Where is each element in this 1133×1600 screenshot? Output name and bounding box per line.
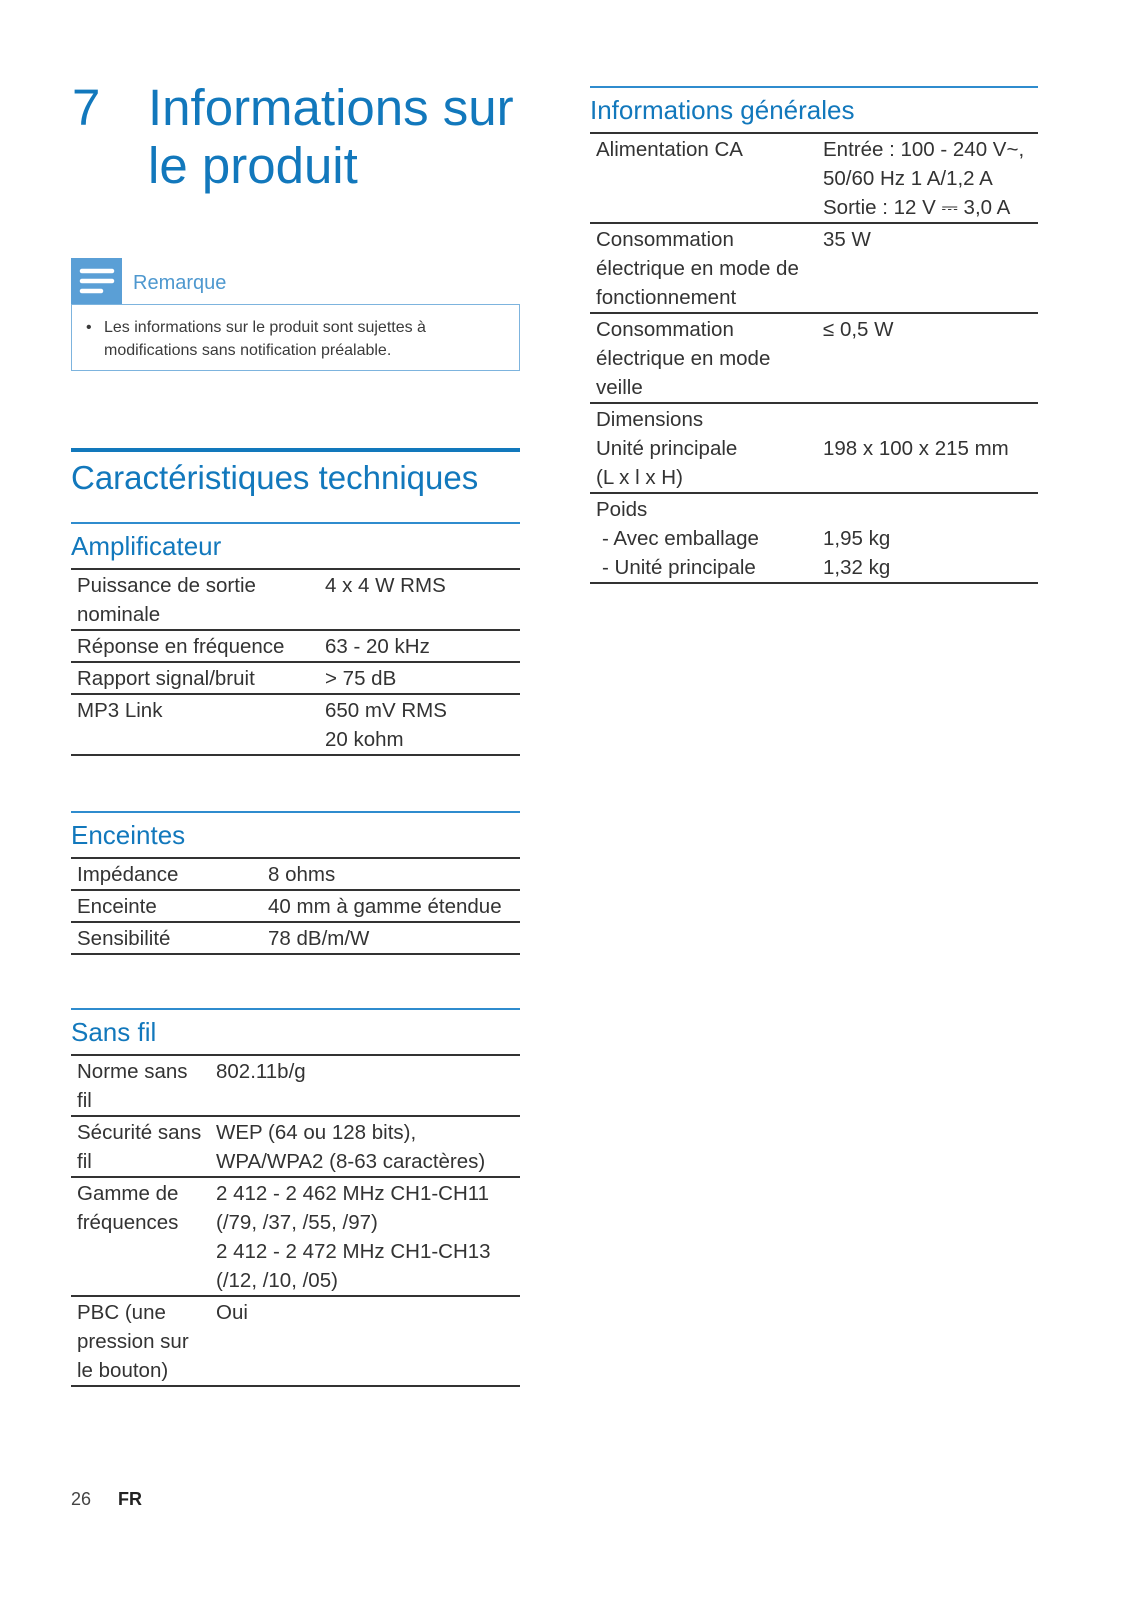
spec-label-cell <box>590 134 823 224</box>
spec-label-cell <box>71 891 268 923</box>
spec-value: 650 mV RMS 20 kohm <box>325 699 447 751</box>
spec-row-group <box>590 494 1038 584</box>
language-code: FR <box>118 1489 142 1509</box>
spec-label: Impédance <box>77 863 179 886</box>
spec-section-amplifier <box>71 522 520 756</box>
spec-value-cell <box>216 1056 520 1117</box>
spec-label-cell <box>71 859 268 891</box>
spec-value-cell <box>216 1178 520 1297</box>
spec-table-general <box>590 132 1038 584</box>
spec-row <box>71 570 520 631</box>
spec-label: - Avec emballage <box>602 527 759 550</box>
line-spacer <box>823 495 1038 524</box>
note-bullet-item: • Les informations sur le produit sont sujettes à modifications sans notification préalable. <box>104 316 444 362</box>
spec-value-cell <box>823 134 1038 224</box>
spec-label: Puissance de sortie nominale <box>77 574 256 626</box>
spec-value-cell <box>325 631 520 663</box>
spec-value: 1,95 kg <box>823 527 891 550</box>
chapter-title-text: Informations sur le produit <box>148 79 514 194</box>
note-label: Remarque <box>133 272 227 294</box>
spec-label: - Unité principale <box>602 556 756 579</box>
spec-label-cell <box>71 1056 216 1117</box>
chapter-number: 7 <box>72 79 101 136</box>
spec-table-speakers <box>71 857 520 955</box>
spec-value-cell <box>268 891 520 923</box>
spec-row-group <box>590 404 1038 494</box>
subsection-heading-general: Informations générales <box>590 95 855 125</box>
spec-value: 63 - 20 kHz <box>325 635 430 658</box>
spec-value: 8 ohms <box>268 863 336 886</box>
spec-value: 198 x 100 x 215 mm <box>823 437 1009 460</box>
spec-label-cell <box>71 1117 216 1178</box>
spec-value: Entrée : 100 - 240 V~, 50/60 Hz 1 A/1,2 A Sortie : 12 V ⎓ 3,0 A <box>823 138 1025 219</box>
spec-label-cell <box>71 663 325 695</box>
spec-row <box>71 631 520 663</box>
spec-label: Enceinte <box>77 895 157 918</box>
spec-value-cell <box>823 404 1038 494</box>
spec-label: Consommation électrique en mode de fonctionnement <box>596 228 799 309</box>
note-icon <box>71 258 122 304</box>
spec-row <box>71 1117 520 1178</box>
spec-value-cell <box>216 1117 520 1178</box>
spec-label: Norme sans fil <box>77 1060 188 1112</box>
spec-label: PBC (une pression sur le bouton) <box>77 1301 189 1382</box>
spec-label: Unité principale (L x l x H) <box>596 437 738 489</box>
spec-section-speakers <box>71 811 520 955</box>
spec-label-cell <box>71 570 325 631</box>
spec-label-cell <box>71 695 325 756</box>
spec-section-general <box>590 86 1038 584</box>
spec-row <box>71 923 520 955</box>
spec-label: Rapport signal/bruit <box>77 667 255 690</box>
spec-table-amplifier <box>71 568 520 756</box>
spec-row <box>71 663 520 695</box>
spec-value: 35 W <box>823 228 871 251</box>
section-divider-bar <box>71 448 520 452</box>
page-footer <box>71 1488 142 1510</box>
subsection-heading-amplifier: Amplificateur <box>71 531 222 561</box>
spec-label: MP3 Link <box>77 699 163 722</box>
note-box <box>71 304 520 371</box>
spec-value-cell <box>268 859 520 891</box>
page-number: 26 <box>71 1489 92 1509</box>
spec-label-cell <box>71 923 268 955</box>
spec-value-cell <box>823 224 1038 314</box>
spec-value-cell <box>216 1297 520 1387</box>
subsection-heading-wireless: Sans fil <box>71 1017 157 1047</box>
spec-label-cell <box>71 1297 216 1387</box>
spec-value-cell <box>325 695 520 756</box>
spec-value-cell <box>325 570 520 631</box>
spec-value: 802.11b/g <box>216 1060 306 1083</box>
spec-value-cell <box>268 923 520 955</box>
spec-group-label: Dimensions <box>596 408 704 431</box>
spec-label-cell <box>590 404 823 494</box>
spec-label: Réponse en fréquence <box>77 635 285 658</box>
spec-section-wireless <box>71 1008 520 1387</box>
spec-value: 1,32 kg <box>823 556 891 579</box>
spec-group-label: Poids <box>596 498 648 521</box>
spec-value: 2 412 - 2 462 MHz CH1-CH11 (/79, /37, /55, /97) 2 412 - 2 472 MHz CH1-CH13 (/12, /10, /05) <box>216 1182 491 1292</box>
spec-value-cell <box>823 314 1038 404</box>
spec-value: Oui <box>216 1301 248 1324</box>
spec-value: WEP (64 ou 128 bits), WPA/WPA2 (8-63 caractères) <box>216 1121 486 1173</box>
spec-table-wireless <box>71 1054 520 1387</box>
spec-row <box>590 314 1038 404</box>
spec-value: 4 x 4 W RMS <box>325 574 446 597</box>
spec-row <box>590 134 1038 224</box>
spec-value: 40 mm à gamme étendue <box>268 895 502 918</box>
spec-label: Sensibilité <box>77 927 171 950</box>
spec-label-cell <box>590 224 823 314</box>
spec-label-cell <box>71 631 325 663</box>
spec-row <box>71 1178 520 1297</box>
spec-value: > 75 dB <box>325 667 397 690</box>
spec-label: Gamme de fréquences <box>77 1182 179 1234</box>
spec-row <box>590 224 1038 314</box>
spec-value-cell <box>325 663 520 695</box>
subsection-heading-speakers: Enceintes <box>71 820 186 850</box>
spec-value-cell <box>823 494 1038 584</box>
section-heading-specifications: Caractéristiques techniques <box>71 459 479 496</box>
spec-row <box>71 859 520 891</box>
spec-label: Consommation électrique en mode veille <box>596 318 771 399</box>
spec-row <box>71 1297 520 1387</box>
line-spacer <box>823 405 1038 434</box>
spec-label-cell <box>71 1178 216 1297</box>
spec-row <box>71 891 520 923</box>
spec-row <box>71 695 520 756</box>
spec-label: Alimentation CA <box>596 138 743 161</box>
spec-label-cell <box>590 314 823 404</box>
spec-value: ≤ 0,5 W <box>823 318 894 341</box>
spec-row <box>71 1056 520 1117</box>
spec-label-cell <box>590 494 823 584</box>
spec-label: Sécurité sans fil <box>77 1121 202 1173</box>
spec-value: 78 dB/m/W <box>268 927 370 950</box>
